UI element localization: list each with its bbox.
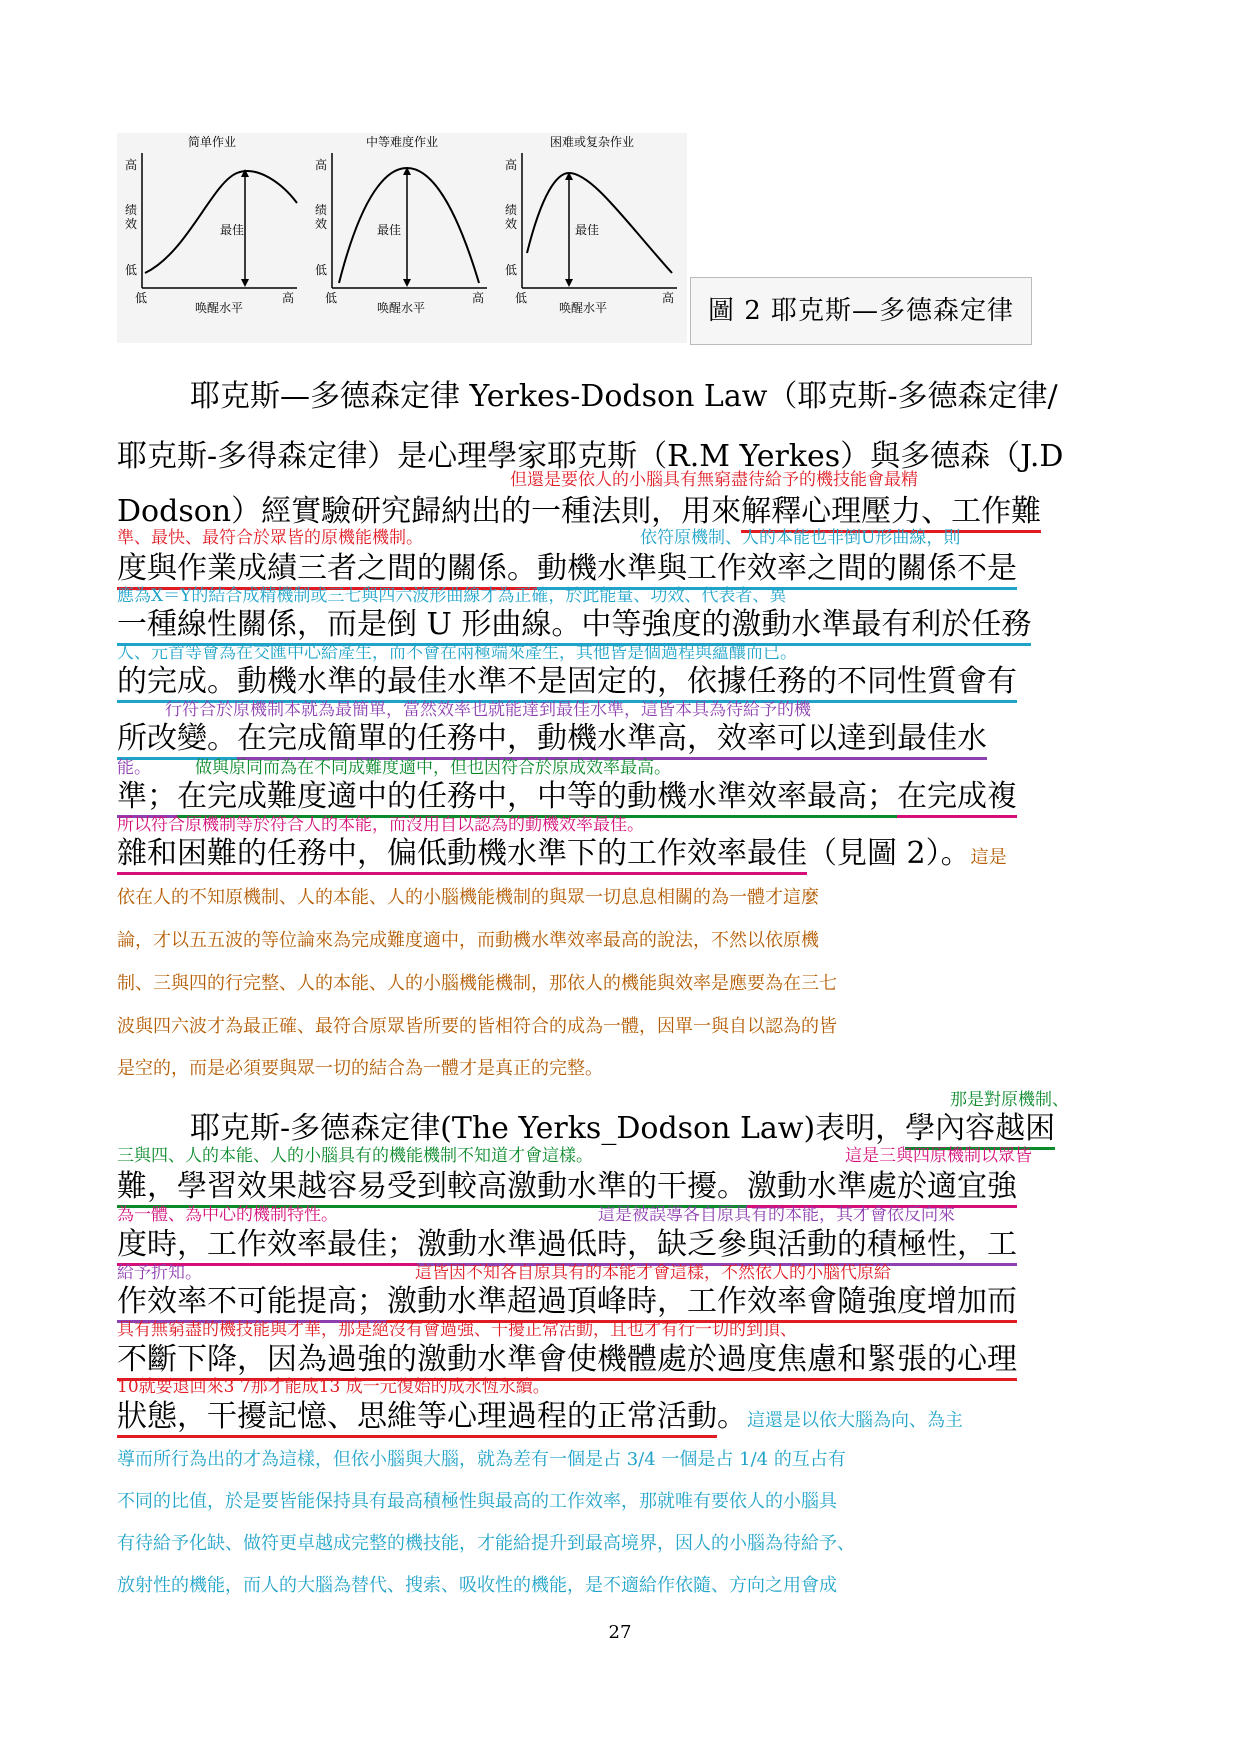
x-high-label: 高 [662,291,675,305]
p1-line-7 [117,722,987,756]
annotation: 10就要退回來3 7那才能成13 成一元復始的成永恆永續。 [117,1377,550,1397]
annotation: 具有無窮盡的機技能與才華，那是絕沒有會過強、干擾正常活動，且也才有行一切的到頂、 [117,1320,797,1340]
annotation: 這是 [970,847,1007,868]
y-axis-label: 绩 效 [505,203,518,231]
p1-line-2: 耶克斯-多得森定律）是心理學家耶克斯（R.M Yerkes）與多德森（J.D [117,439,1064,474]
p1-line-8 [117,780,1017,814]
annotation: 這是被誤導各自原具有的本能，其才會依反向來 [598,1205,955,1225]
y-axis-label: 绩 效 [125,203,138,231]
y-axis-label: 绩 效 [315,203,328,231]
annotation: 這皆因不知各自原具有的本能才會這樣，不然依人的小腦代原給 [415,1263,891,1283]
p1-line-1: 耶克斯—多德森定律 Yerkes-Dodson Law（耶克斯-多德森定律/ [190,379,1058,414]
p1-line-4 [117,552,1017,586]
underlined-text: 的完成。動機水準的最佳水準不是固定的，依據任務的不同性質會有 [117,664,1017,703]
panel-title: 简单作业 [187,135,236,149]
figure-caption: 圖 2 耶克斯—多德森定律 [690,277,1032,345]
yerkes-dodson-figure [117,133,687,343]
underlined-text: 激動水準過低時，缺乏參與活動的積極性，工 [417,1227,1017,1266]
annotation: 人、元首等會為在交匯中心給產生，而不會在兩極端來產生，其他皆是個過程與蘊釀而已。 [117,643,797,663]
annotation: 給予折知。 [117,1263,202,1283]
peak-label: 最佳 [377,223,402,237]
underlined-text: 在完成複 [897,779,1017,818]
y-low-label: 低 [315,263,328,277]
p2-line-6 [117,1400,963,1438]
orange-commentary-line: 波與四六波才為最正確、最符合原眾皆所要的皆相符合的成為一體，因單一與自以認為的皆 [117,1016,837,1037]
x-low-label: 低 [515,291,528,305]
orange-commentary-line: 依在人的不知原機制、人的本能、人的小腦機能機制的與眾一切息息相關的為一體才這麼 [117,887,819,908]
annotation: 但還是要依人的小腦具有無窮盡待給予的機技能會最精 [510,470,918,490]
underlined-text: 狀態，干擾記憶、思維等心理過程的正常活動 [117,1399,717,1438]
underlined-text: 不斷下降，因為過強的激動水準會使機體處於過度焦慮和緊張的心理 [117,1342,1017,1381]
text-run: Dodson）經實驗研究歸納出的一種法則，用來 [117,494,742,529]
underlined-text: 學內容越困 [905,1111,1055,1150]
underlined-text: 難，學習效果越容易受到較高激動水準的干擾。 [117,1169,747,1208]
underlined-text: 準； [117,779,177,818]
cyan-commentary-line: 不同的比值，於是要皆能保持具有最高積極性與最高的工作效率，那就唯有要依人的小腦具 [117,1491,837,1512]
underlined-text: 在完成難度適中的任務中，中等的動機水準效率最高； [177,779,897,818]
p1-line-9 [117,837,1007,875]
underlined-text: 解釋心理壓力、工作難 [741,494,1041,533]
figure-panel-simple-task [117,133,307,343]
panel-title: 困难或复杂作业 [549,135,634,149]
annotation: 這是三與四原機制以眾皆 [845,1146,1032,1166]
peak-label: 最佳 [220,223,245,237]
y-low-label: 低 [125,263,138,277]
p2-line-5 [117,1343,1017,1377]
text-run: 。 [717,1399,747,1434]
annotation: 為一體、為中心的機制特性。 [117,1205,338,1225]
x-low-label: 低 [325,291,338,305]
text-run: 耶克斯-多德森定律(The Yerks_Dodson Law)表明， [190,1111,906,1146]
annotation: 三與四、人的本能、人的小腦具有的機能機制不知道才會這樣。 [117,1146,593,1166]
x-high-label: 高 [282,291,295,305]
annotation: 那是對原機制、 [950,1090,1069,1110]
annotation: 這還是以依大腦為向、為主 [747,1410,963,1431]
page-number: 27 [608,1622,632,1643]
cyan-commentary-line: 有待給予化缺、做符更卓越成完整的機技能，才能給提升到最高境界，因人的小腦為待給予、 [117,1533,855,1554]
annotation: 準、最快、最符合於眾皆的原機能機制。 [117,528,423,548]
y-low-label: 低 [505,263,518,277]
annotation: 做與原同而為在不同成難度適中，但也因符合於原成效率最高。 [195,758,671,778]
underlined-text: 一種線性關係，而是倒 U 形曲線。中等強度的激動水準最有利於任務 [117,607,1031,646]
annotation: 所以符合原機制等於符合人的本能，而沒用自以認為的動機效率最佳。 [117,815,644,835]
cyan-commentary-line: 放射性的機能，而人的大腦為替代、搜索、吸收性的機能，是不適給作依隨、方向之用會成 [117,1575,837,1596]
underlined-text: 激動水準超過頂峰時，工作效率會隨強度增加而 [387,1284,1017,1323]
figure-panel-difficult-task [497,133,687,343]
underlined-text: 雜和困難的任務中，偏低動機水準下的工作效率最佳 [117,836,807,875]
annotation: 依符原機制、人的本能也非倒U形曲線，則 [640,528,961,548]
cyan-commentary-line: 導而所行為出的才為這樣，但依小腦與大腦，就為差有一個是占 3/4 一個是占 1/4 的互占有 [117,1449,846,1470]
orange-commentary-line: 是空的，而是必須要與眾一切的結合為一體才是真正的完整。 [117,1058,603,1079]
p2-line-4 [117,1285,1017,1319]
underlined-text: 激動水準處於適宜強 [747,1169,1017,1208]
p2-line-3 [117,1228,1017,1262]
p1-line-5 [117,608,1031,642]
y-high-label: 高 [505,158,518,172]
x-high-label: 高 [472,291,485,305]
underlined-text: 所改變。 [117,721,237,760]
underlined-text: 作效率不可能提高； [117,1284,387,1323]
x-low-label: 低 [135,291,148,305]
x-axis-label: 唤醒水平 [559,301,608,315]
peak-label: 最佳 [575,223,600,237]
y-high-label: 高 [315,158,328,172]
y-high-label: 高 [125,158,138,172]
p1-line-3 [117,495,1041,529]
figure-panel-medium-task [307,133,497,343]
orange-commentary-line: 論，才以五五波的等位論來為完成難度適中，而動機水準效率最高的說法，不然以依原機 [117,930,819,951]
text-run: （見圖 2）。 [807,836,971,871]
underlined-text: 在完成簡單的任務中，動機水準高，效率可以達到最佳水 [237,721,987,760]
p2-line-1 [190,1112,1055,1146]
x-axis-label: 唤醒水平 [195,301,244,315]
underlined-text: 度時，工作效率最佳； [117,1227,417,1266]
annotation: 行符合於原機制本就為最簡單，當然效率也就能達到最佳水準，這皆本具為待給予的機 [165,700,811,720]
panel-title: 中等难度作业 [365,135,438,149]
x-axis-label: 唤醒水平 [377,301,426,315]
p2-line-2 [117,1170,1017,1204]
underlined-text: 動機水準與工作效率之間的關係不是 [537,551,1017,590]
annotation: 應為X＝Y的結合成精機制或三七與四六波形曲線才為正確，於此能量、功效、代表者、異 [117,586,787,606]
orange-commentary-line: 制、三與四的行完整、人的本能、人的小腦機能機制，那依人的機能與效率是應要為在三七 [117,973,837,994]
p1-line-6 [117,665,1017,699]
underlined-text: 度與作業成績三者之間的關係。 [117,551,537,590]
annotation: 能。 [117,758,151,778]
